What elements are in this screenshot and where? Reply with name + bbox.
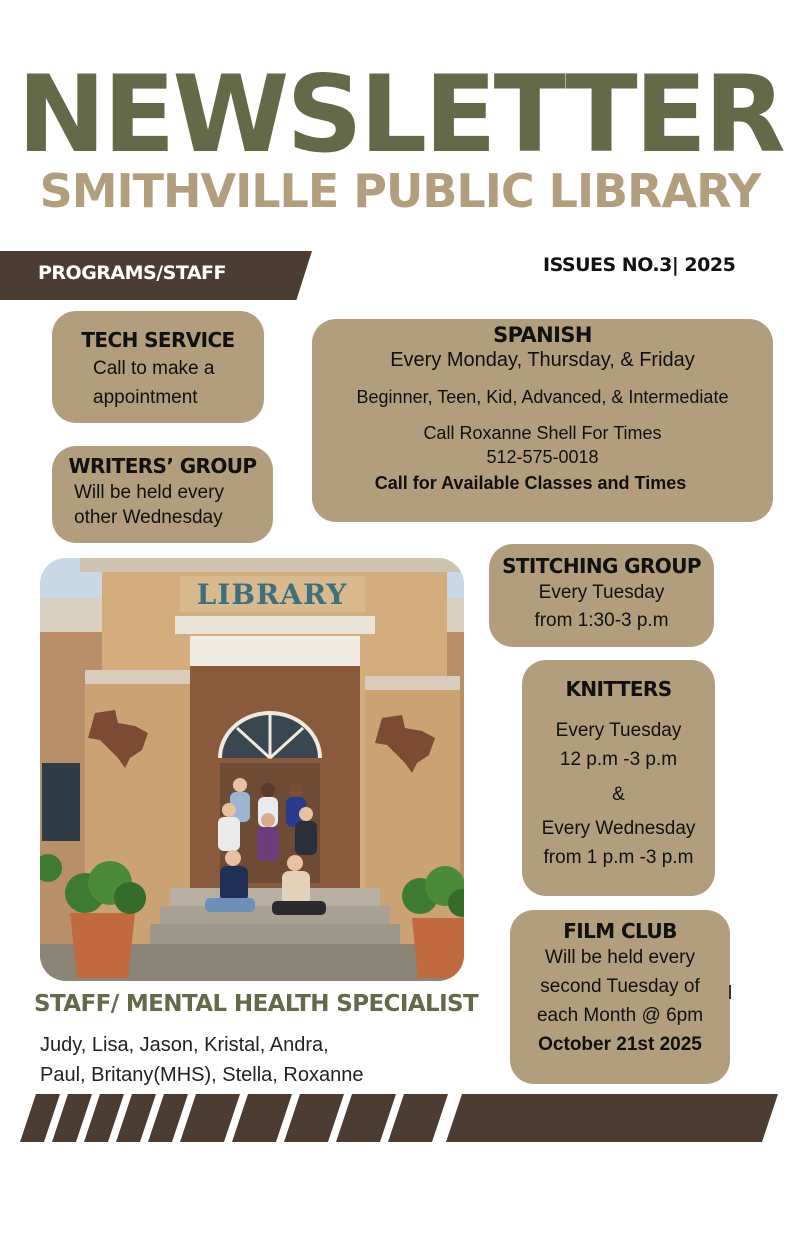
- film-club-card: [510, 910, 730, 1084]
- knitters-title: KNITTERS: [565, 677, 672, 701]
- library-staff-photo: [40, 558, 464, 981]
- section-banner-label: PROGRAMS/STAFF: [38, 262, 227, 284]
- knitters-line: from 1 p.m -3 p.m: [543, 847, 694, 868]
- issue-number: ISSUES NO.3| 2025: [543, 254, 736, 276]
- stitching-group-line: Every Tuesday: [538, 582, 665, 603]
- staff-names-line: Judy, Lisa, Jason, Kristal, Andra,: [40, 1034, 329, 1056]
- film-club-edge-mark: [729, 985, 731, 999]
- stitching-group-line: from 1:30-3 p.m: [534, 610, 669, 631]
- film-club-line: second Tuesday of: [540, 976, 700, 997]
- knitters-line: Every Tuesday: [555, 720, 682, 741]
- knitters-line: &: [612, 784, 625, 805]
- library-name: SMITHVILLE PUBLIC LIBRARY: [39, 164, 761, 218]
- spanish-phone: 512-575-0018: [486, 447, 599, 467]
- knitters-line: 12 p.m -3 p.m: [559, 749, 678, 770]
- tech-service-line: appointment: [93, 387, 198, 408]
- knitters-line: Every Wednesday: [541, 818, 696, 839]
- decorative-stripes: [0, 1094, 800, 1144]
- spanish-levels: Beginner, Teen, Kid, Advanced, & Intermediate: [356, 387, 729, 407]
- film-club-date: October 21st 2025: [538, 1034, 702, 1055]
- spanish-card: [312, 319, 773, 522]
- staff-names-line: Paul, Britany(MHS), Stella, Roxanne: [40, 1064, 364, 1086]
- stitching-group-title: STITCHING GROUP: [502, 554, 701, 578]
- stitching-group-card: [489, 544, 714, 647]
- writers-group-line: other Wednesday: [74, 507, 223, 528]
- tech-service-title: TECH SERVICE: [81, 328, 235, 352]
- newsletter-title: NEWSLETTER: [17, 53, 783, 176]
- spanish-days: Every Monday, Thursday, & Friday: [390, 349, 695, 371]
- tech-service-card: [52, 311, 264, 423]
- staff-heading: STAFF/ MENTAL HEALTH SPECIALIST: [34, 991, 479, 1017]
- staff-names: [40, 1030, 363, 1090]
- library-sign: LIBRARY: [196, 578, 348, 611]
- spanish-note: Call for Available Classes and Times: [374, 473, 687, 493]
- writers-group-line: Will be held every: [74, 482, 224, 503]
- tech-service-line: Call to make a: [93, 358, 215, 379]
- knitters-card: [522, 660, 715, 896]
- spanish-contact: Call Roxanne Shell For Times: [423, 423, 662, 443]
- writers-group-card: [52, 446, 273, 543]
- spanish-title: SPANISH: [493, 323, 592, 347]
- film-club-line: each Month @ 6pm: [536, 1005, 704, 1026]
- writers-group-title: WRITERS’ GROUP: [68, 454, 257, 478]
- film-club-line: Will be held every: [545, 947, 695, 968]
- film-club-title: FILM CLUB: [563, 919, 677, 943]
